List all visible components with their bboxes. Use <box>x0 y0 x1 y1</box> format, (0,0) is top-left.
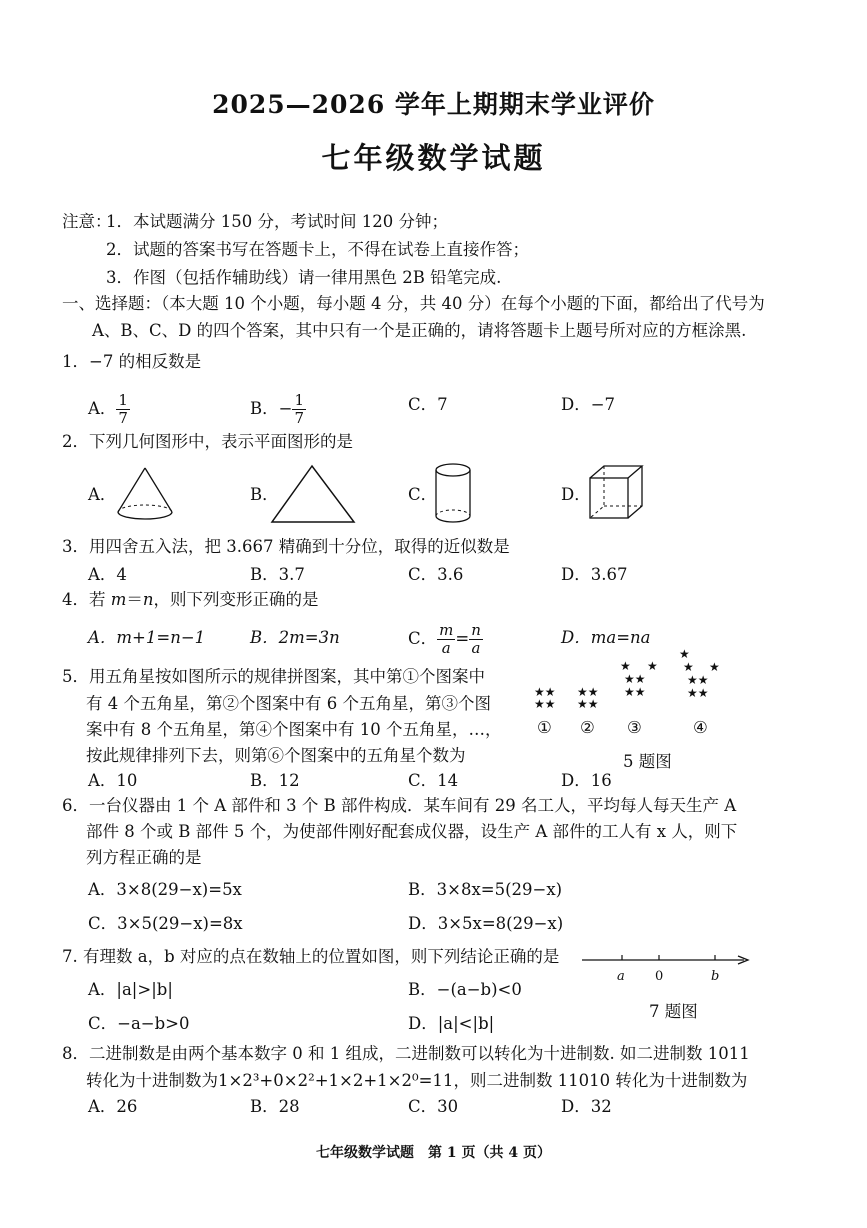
triangle-figure <box>268 462 360 526</box>
q7-option-b: B．−(a−b)<0 <box>408 980 522 999</box>
axis-label-b: b <box>711 969 720 984</box>
star-label-2: ② <box>580 718 595 737</box>
q2-option-a: A． <box>88 485 117 504</box>
star-label-1: ① <box>537 718 552 737</box>
q7-stem: 7. 有理数 a，b 对应的点在数轴上的位置如图，则下列结论正确的是 <box>62 947 560 966</box>
q4-option-b: B．2m=3n <box>250 628 340 647</box>
q7-option-d: D．|a|<|b| <box>408 1014 495 1033</box>
notice-item-3: 3．作图（包括作辅助线）请一律用黑色 2B 铅笔完成. <box>106 268 502 287</box>
q6-option-b: B．3×8x=5(29−x) <box>408 880 563 899</box>
q7-option-c: C．−a−b>0 <box>88 1014 190 1033</box>
q5-option-c: C．14 <box>408 771 459 790</box>
cube-figure <box>586 462 646 524</box>
notice-item-1: 1．本试题满分 150 分，考试时间 120 分钟； <box>106 212 448 231</box>
q4-option-d: D．ma=na <box>561 628 651 647</box>
axis-label-a: a <box>617 969 625 984</box>
q4-option-a: A．m+1=n−1 <box>88 628 206 647</box>
q8-option-d: D．32 <box>561 1097 612 1116</box>
q1-option-a-label: A． <box>88 399 117 418</box>
axis-label-0: 0 <box>655 969 664 984</box>
notice-item-2: 2．试题的答案书写在答题卡上，不得在试卷上直接作答； <box>106 240 529 259</box>
q8-line-1: 8．二进制数是由两个基本数字 0 和 1 组成，二进制数可以转化为十进制数. 如二进制数 1011 <box>62 1044 750 1063</box>
star-label-4: ④ <box>693 718 708 737</box>
star-label-3: ③ <box>627 718 642 737</box>
section-heading-line-2: A、B、C、D 的四个答案，其中只有一个是正确的，请将答题卡上题号所对应的方框涂黑. <box>92 321 747 340</box>
q5-line-3: 案中有 8 个五角星，第④个图案中有 10 个五角星，…， <box>86 720 502 739</box>
q5-option-d: D．16 <box>561 771 612 790</box>
q2-option-b: B． <box>250 485 279 504</box>
q4-option-c: C． $\frac{m}{a}$ = $\frac{n}{a}$ <box>408 621 481 657</box>
q2-option-c: C． <box>408 485 438 504</box>
exam-subtitle: 七年级数学试题 <box>321 141 546 175</box>
q6-line-1: 6．一台仪器由 1 个 A 部件和 3 个 B 部件构成．某车间有 29 名工人，平均每人每天生产 A <box>62 796 737 815</box>
cylinder-figure <box>430 460 476 528</box>
number-line <box>580 950 752 974</box>
q5-figure-caption: 5 题图 <box>623 752 672 771</box>
q1-stem: 1．−7 的相反数是 <box>62 352 202 371</box>
section-heading-line-1: 一、选择题：（本大题 10 个小题，每小题 4 分，共 40 分）在每个小题的下面，都给出了代号为 <box>62 294 765 313</box>
q4-stem: 4．若 m＝n，则下列变形正确的是 <box>62 590 319 609</box>
q8-option-b: B．28 <box>250 1097 300 1116</box>
star-pattern-2: ★★ ★★ <box>577 685 599 711</box>
q6-option-c: C．3×5(29−x)=8x <box>88 914 243 933</box>
star-pattern-1: ★★ ★★ <box>534 685 556 711</box>
q6-option-a: A．3×8(29−x)=5x <box>88 880 242 899</box>
q1-option-a-fraction: $\frac{1}{7}$ <box>118 391 128 427</box>
q2-stem: 2．下列几何图形中，表示平面图形的是 <box>62 432 353 451</box>
q3-stem: 3．用四舍五入法，把 3.667 精确到十分位，取得的近似数是 <box>62 537 510 556</box>
q5-line-2: 有 4 个五角星，第②个图案中有 6 个五角星，第③个图 <box>86 694 491 713</box>
q1-option-d: D．−7 <box>561 395 616 414</box>
q1-option-a <box>88 392 130 427</box>
cone-figure <box>112 464 178 526</box>
q5-line-1: 5．用五角星按如图所示的规律拼图案，其中第①个图案中 <box>62 667 485 686</box>
page-footer: 七年级数学试题 第 1 页（共 4 页） <box>316 1145 551 1161</box>
q7-option-a: A．|a|>|b| <box>88 980 173 999</box>
q5-option-b: B．12 <box>250 771 300 790</box>
q5-option-a: A．10 <box>88 771 138 790</box>
q6-line-2: 部件 8 个或 B 部件 5 个，为使部件刚好配套成仪器，设生产 A 部件的工人有 x 人，则下 <box>86 822 738 841</box>
q8-expression: 1×2³+0×2²+1×2+1×2⁰=11 <box>218 1071 454 1090</box>
q3-option-c: C．3.6 <box>408 565 464 584</box>
q3-option-a: A．4 <box>88 565 127 584</box>
q3-option-d: D．3.67 <box>561 565 628 584</box>
q8-line-2: 转化为十进制数为1×2³+0×2²+1×2+1×2⁰=11，则二进制数 11010 转化为十进制数为 <box>86 1071 748 1090</box>
q3-option-b: B．3.7 <box>250 565 305 584</box>
q1-option-b: B．− $\frac{1}{7}$ <box>250 391 305 427</box>
q6-option-d: D．3×5x=8(29−x) <box>408 914 564 933</box>
q8-option-a: A．26 <box>88 1097 138 1116</box>
notice-label: 注意： <box>62 212 112 231</box>
q2-option-d: D． <box>561 485 591 504</box>
q1-option-c: C．7 <box>408 395 448 414</box>
q6-line-3: 列方程正确的是 <box>86 848 202 867</box>
q1-option-b-fraction: $\frac{1}{7}$ <box>294 391 305 427</box>
q7-figure-caption: 7 题图 <box>649 1002 698 1021</box>
q8-option-c: C．30 <box>408 1097 459 1116</box>
exam-title: 2025—2026 学年上期期末学业评价 <box>212 90 655 119</box>
q5-line-4: 按此规律排列下去，则第⑥个图案中的五角星个数为 <box>86 746 466 765</box>
